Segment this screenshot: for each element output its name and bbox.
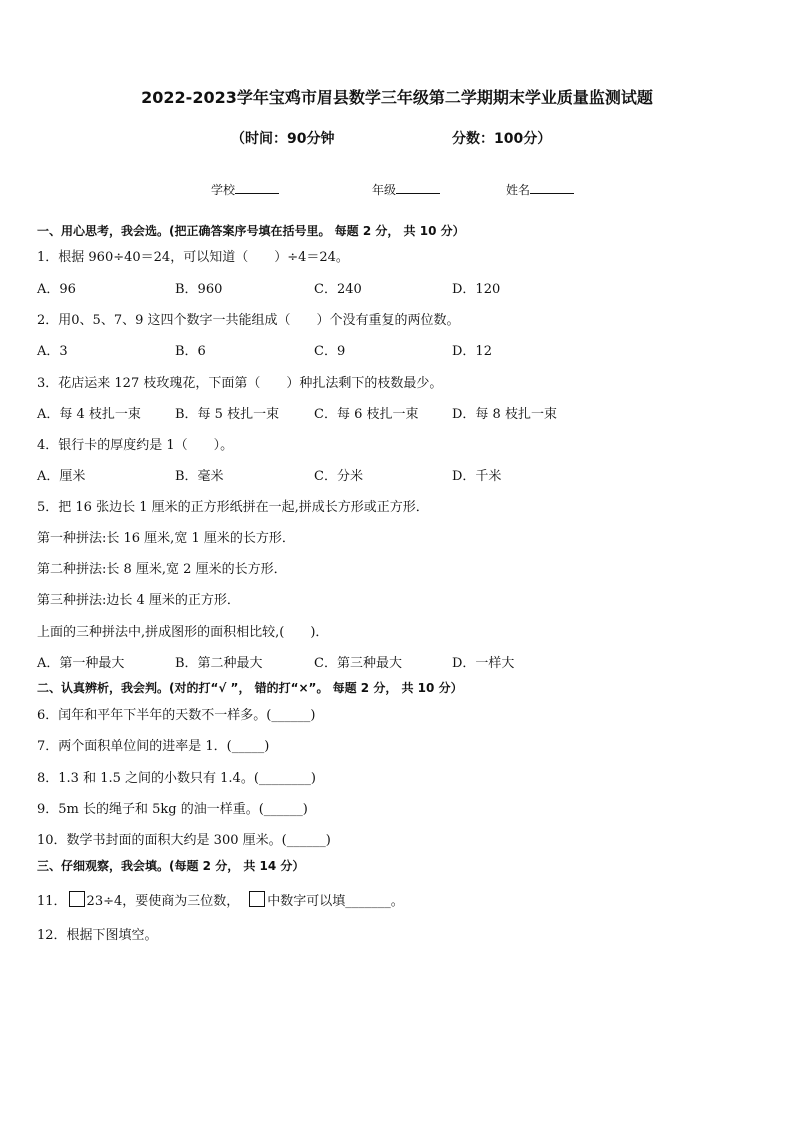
q5-line-1: 第一种拼法:长 16 厘米,宽 1 厘米的长方形． [37, 531, 295, 546]
q5-option-b: B．第二种最大 [175, 656, 263, 671]
q1-option-d: D．120 [452, 282, 501, 297]
q1-option-b: B．960 [175, 282, 223, 297]
question-9: 9．5m 长的绳子和 5kg 的油一样重。(______) [37, 802, 308, 817]
grade-blank[interactable] [396, 183, 440, 194]
grade-field [372, 183, 440, 196]
question-5: 5．把 16 张边长 1 厘米的正方形纸拼在一起,拼成长方形或正方形． [37, 500, 429, 515]
name-field [506, 183, 574, 196]
grade-label: 年级 [372, 183, 397, 197]
question-11 [37, 891, 404, 908]
q4-option-a: A．厘米 [37, 469, 86, 484]
q5-option-c: C．第三种最大 [314, 656, 402, 671]
question-4: 4．银行卡的厚度约是 1（ ）。 [37, 438, 234, 453]
q11-number: 11． [37, 894, 67, 909]
section-1-title: 一、用心思考，我会选。(把正确答案序号填在括号里。 每题 2 分， 共 10 分） [37, 224, 465, 238]
name-label: 姓名 [506, 183, 531, 197]
question-1: 1．根据 960÷40＝24，可以知道（ ）÷4＝24。 [37, 250, 349, 265]
q5-line-3: 第三种拼法:边长 4 厘米的正方形． [37, 593, 240, 608]
question-2: 2．用0、5、7、9 这四个数字一共能组成（ ）个没有重复的两位数。 [37, 313, 460, 328]
question-12: 12．根据下图填空。 [37, 928, 158, 943]
q2-option-c: C．9 [314, 344, 346, 359]
q3-option-c: C．每 6 枝扎一束 [314, 407, 419, 422]
q3-option-b: B．每 5 枝扎一束 [175, 407, 280, 422]
q4-option-b: B．毫米 [175, 469, 224, 484]
q11-blank-box[interactable] [249, 891, 265, 907]
q11-answer-box[interactable] [69, 891, 85, 907]
q2-option-b: B．6 [175, 344, 206, 359]
q4-option-d: D．千米 [452, 469, 502, 484]
q1-option-c: C．240 [314, 282, 362, 297]
question-7: 7．两个面积单位间的进率是 1．(_____) [37, 739, 270, 754]
q2-option-d: D．12 [452, 344, 492, 359]
school-field [211, 183, 279, 196]
q2-option-a: A．3 [37, 344, 68, 359]
question-10: 10．数学书封面的面积大约是 300 厘米。(______) [37, 833, 331, 848]
q5-option-d: D．一样大 [452, 656, 515, 671]
q3-option-d: D．每 8 枝扎一束 [452, 407, 557, 422]
question-6: 6．闰年和平年下半年的天数不一样多。(______) [37, 708, 316, 723]
q3-option-a: A．每 4 枝扎一束 [37, 407, 141, 422]
question-3: 3．花店运来 127 枝玫瑰花，下面第（ ）种扎法剩下的枝数最少。 [37, 376, 443, 391]
page-title: 2022-2023学年宝鸡市眉县数学三年级第二学期期末学业质量监测试题 [141, 88, 653, 107]
q4-option-c: C．分米 [314, 469, 363, 484]
q1-option-a: A．96 [37, 282, 76, 297]
q11-text-2: 中数字可以填_______。 [267, 894, 404, 909]
school-blank[interactable] [235, 183, 279, 194]
q5-line-4: 上面的三种拼法中,拼成图形的面积相比较,( )． [37, 625, 329, 640]
q5-option-a: A．第一种最大 [37, 656, 125, 671]
exam-time: （时间：90分钟 [231, 131, 335, 147]
q5-line-2: 第二种拼法:长 8 厘米,宽 2 厘米的长方形． [37, 562, 287, 577]
name-blank[interactable] [530, 183, 574, 194]
school-label: 学校 [211, 183, 236, 197]
exam-score: 分数：100分） [452, 131, 552, 147]
section-2-title: 二、认真辨析，我会判。(对的打“√ ”， 错的打“×”。 每题 2 分， 共 10 分） [37, 681, 463, 695]
question-8: 8．1.3 和 1.5 之间的小数只有 1.4。(________) [37, 771, 316, 786]
section-3-title: 三、仔细观察，我会填。(每题 2 分， 共 14 分） [37, 859, 305, 873]
q11-text-1: 23÷4，要使商为三位数， [86, 894, 240, 909]
